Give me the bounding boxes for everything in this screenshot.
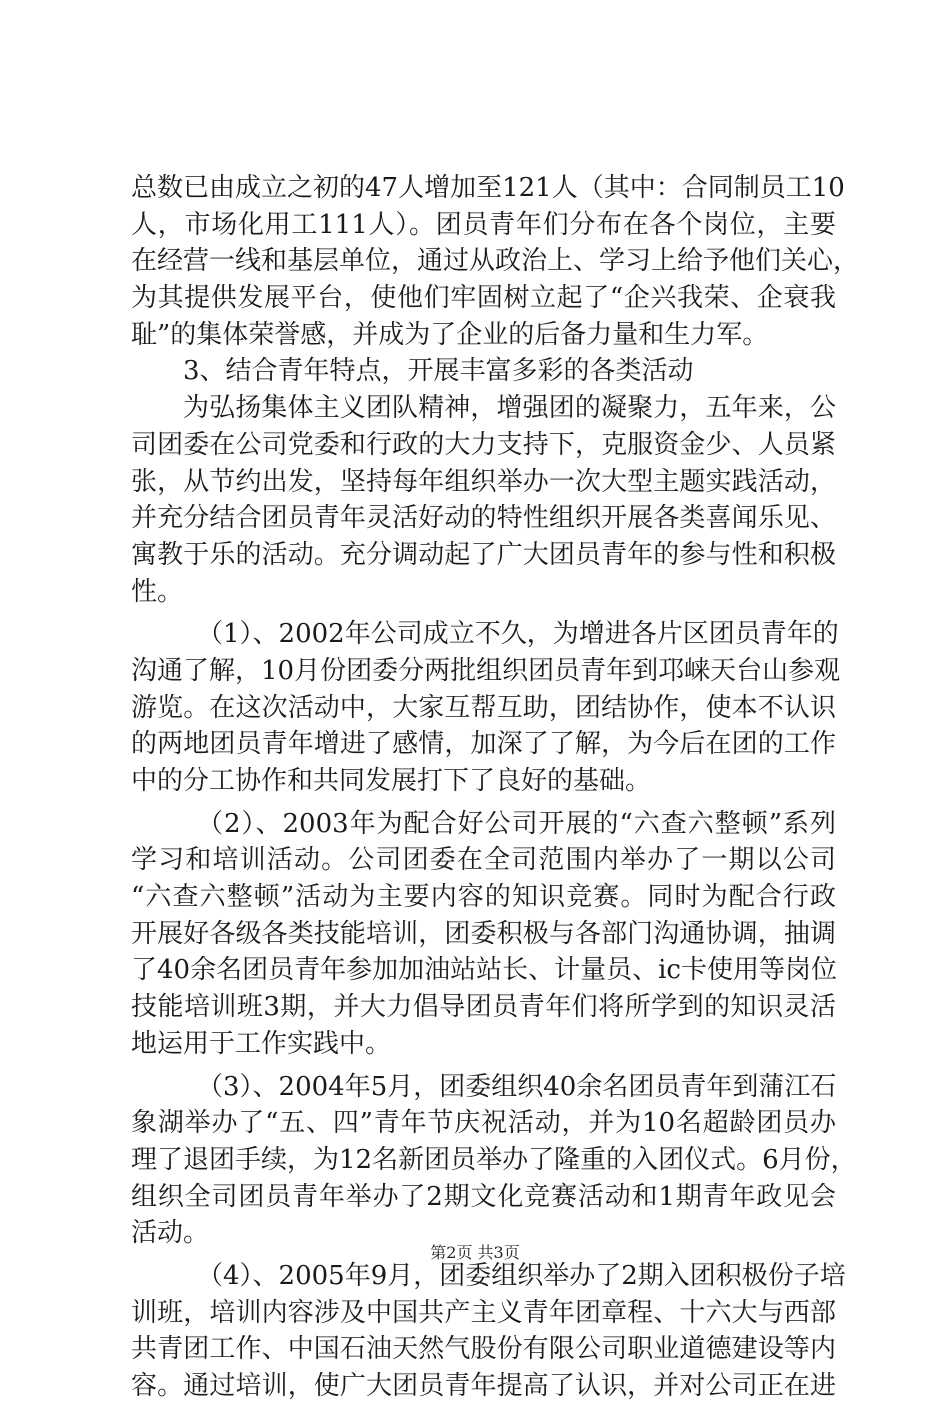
- text-line: 中的分工协作和共同发展打下了良好的基础。: [131, 766, 652, 796]
- text-line: 容。通过培训，使广大团员青年提高了认识，并对公司正在进: [131, 1371, 836, 1401]
- text-line: 司团委在公司党委和行政的大力支持下，克服资金少、人员紧: [131, 429, 836, 460]
- section-heading: 3、结合青年特点，开展丰富多彩的各类活动: [183, 356, 694, 387]
- text-line: （2）、2003年为配合好公司开展的“六查六整顿”系列: [197, 808, 836, 839]
- section-heading-3: [131, 353, 836, 390]
- paragraph-item-4: [131, 1258, 846, 1405]
- text-line: 总数已由成立之初的47人增加至121人（其中：合同制员工10: [131, 173, 845, 203]
- text-line: “六查六整顿”活动为主要内容的知识竞赛。同时为配合行政: [131, 882, 836, 913]
- text-line: 性。: [131, 576, 184, 607]
- text-line: （1）、2002年公司成立不久，为增进各片区团员青年的: [197, 619, 839, 650]
- text-line: 为其提供发展平台，使他们牢固树立起了“企兴我荣、企衰我: [131, 283, 836, 314]
- text-line: 张，从节约出发，坚持每年组织举办一次大型主题实践活动，: [131, 466, 836, 497]
- page-number-footer: 第2页 共3页: [430, 1243, 520, 1262]
- text-line: 共青团工作、中国石油天然气股份有限公司职业道德建设等内: [131, 1334, 836, 1365]
- text-line: （4）、2005年9月，团委组织举办了2期入团积极份子培: [197, 1260, 846, 1291]
- text-line: 地运用于工作实践中。: [131, 1028, 392, 1059]
- text-line: 理了退团手续，为12名新团员举办了隆重的入团仪式。6月份，: [131, 1144, 857, 1175]
- text-line: 耻”的集体荣誉感，并成为了企业的后备力量和生力军。: [131, 319, 769, 350]
- text-line: 训班，培训内容涉及中国共产主义青年团章程、十六大与西部: [131, 1297, 836, 1328]
- text-line: 游览。在这次活动中，大家互帮互助，团结协作，使本不认识: [131, 692, 836, 723]
- paragraph-item-2: [131, 806, 836, 1063]
- text-line: 寓教于乐的活动。充分调动起了广大团员青年的参与性和积极: [131, 539, 836, 570]
- text-line: （3）、2004年5月，团委组织40余名团员青年到蒲江石: [197, 1071, 837, 1102]
- document-body: [131, 170, 860, 1405]
- text-line: 的两地团员青年增进了感情，加深了了解，为今后在团的工作: [131, 729, 836, 760]
- paragraph-item-3: [131, 1069, 857, 1252]
- paragraph-membership: [131, 170, 860, 353]
- text-line: 沟通了解，10月份团委分两批组织团员青年到邛崃天台山参观: [131, 655, 841, 686]
- text-line: 并充分结合团员青年灵活好动的特性组织开展各类喜闻乐见、: [131, 503, 836, 534]
- text-line: 在经营一线和基层单位，通过从政治上、学习上给予他们关心，: [131, 246, 860, 277]
- text-line: 为弘扬集体主义团队精神，增强团的凝聚力，五年来，公: [183, 393, 836, 424]
- text-line: 人，市场化用工111人）。团员青年们分布在各个岗位，主要: [131, 209, 836, 240]
- text-line: 活动。: [131, 1218, 210, 1249]
- text-line: 学习和培训活动。公司团委在全司范围内举办了一期以公司: [131, 845, 836, 876]
- text-line: 技能培训班3期，并大力倡导团员青年们将所学到的知识灵活: [131, 992, 836, 1023]
- text-line: 开展好各级各类技能培训，团委积极与各部门沟通协调，抽调: [131, 918, 836, 949]
- paragraph-item-1: [131, 616, 841, 799]
- text-line: 象湖举办了“五、四”青年节庆祝活动，并为10名超龄团员办: [131, 1108, 836, 1139]
- text-line: 组织全司团员青年举办了2期文化竞赛活动和1期青年政见会: [131, 1181, 836, 1212]
- text-line: 了40余名团员青年参加加油站站长、计量员、ic卡使用等岗位: [131, 955, 837, 986]
- paragraph-activities-intro: [131, 390, 836, 610]
